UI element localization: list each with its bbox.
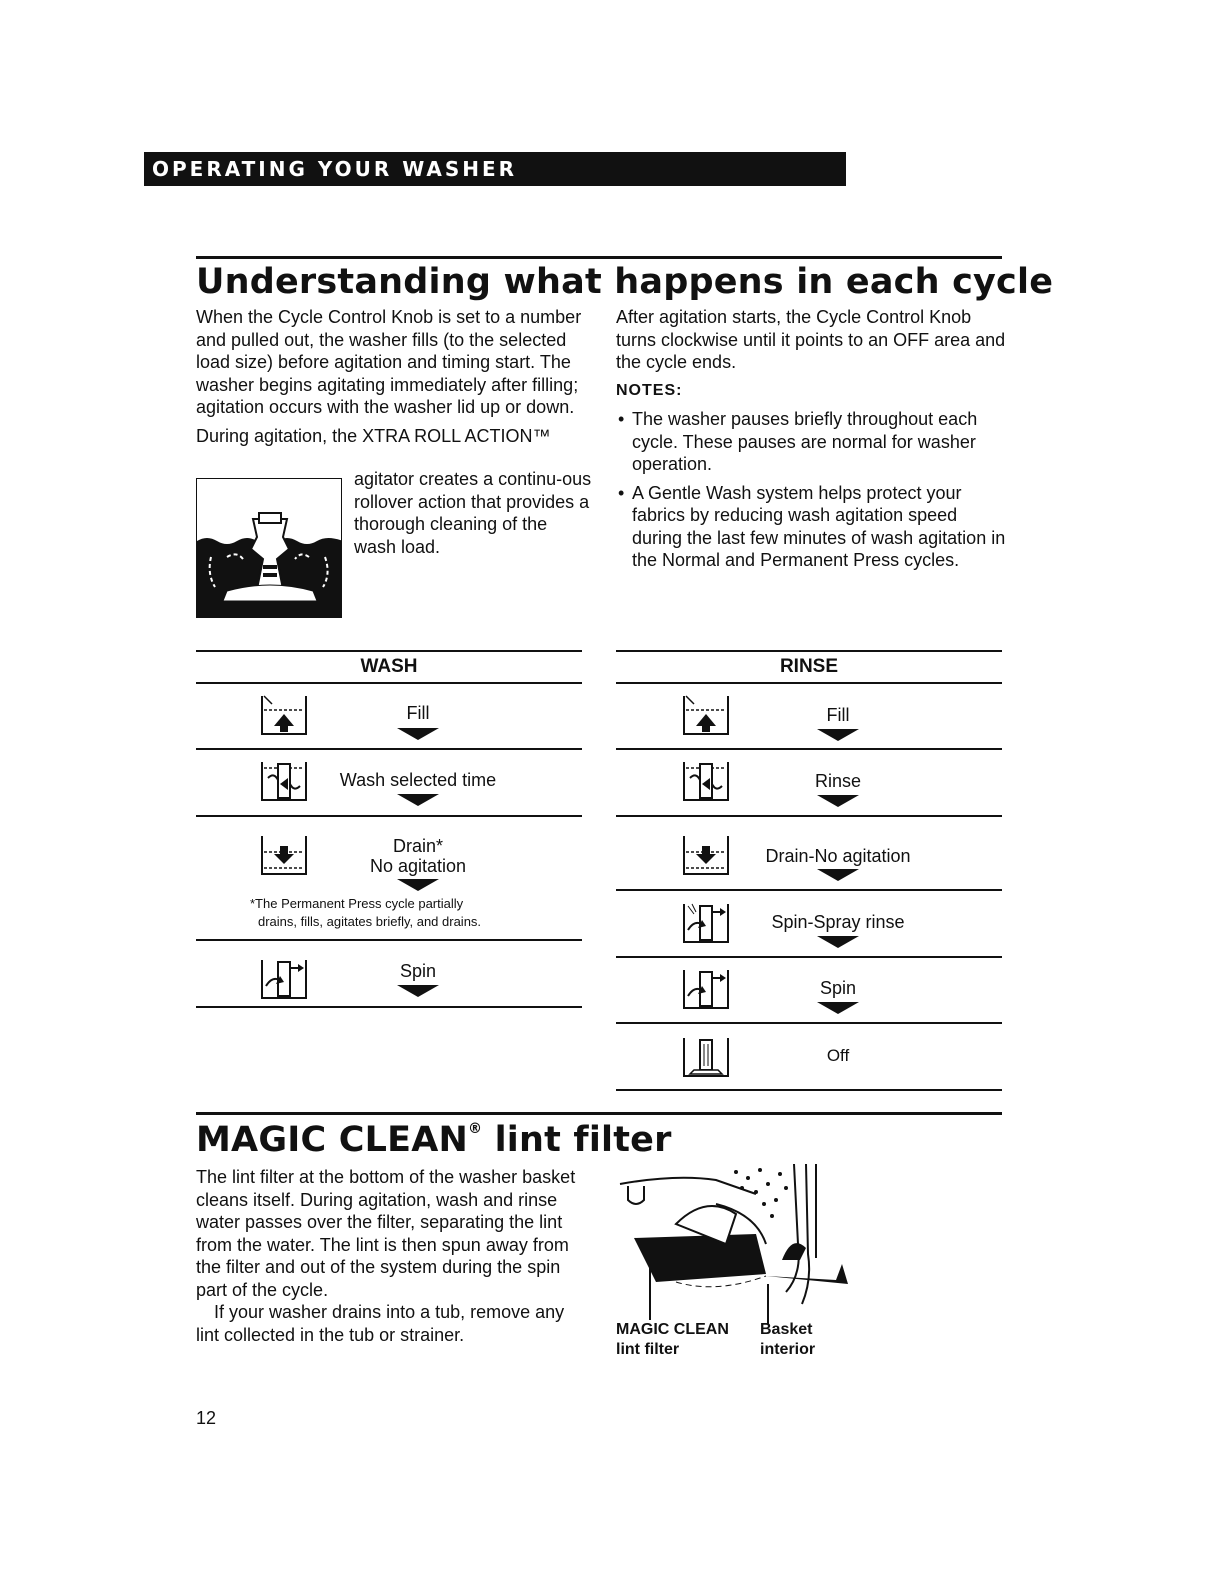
rinse-step-rinse-label: Rinse <box>814 771 862 791</box>
fill-icon <box>680 692 732 738</box>
basket-interior-callout-line: interior <box>760 1341 816 1358</box>
down-arrow-icon <box>817 729 859 741</box>
section-banner: OPERATING YOUR WASHER <box>144 152 846 186</box>
rinse-table-top-rule <box>616 650 1002 652</box>
spin-spray-icon <box>680 900 732 946</box>
down-arrow-icon <box>397 985 439 997</box>
rinse-step-fill-label: Fill <box>826 705 850 725</box>
lint-filter-title <box>196 1120 672 1160</box>
intro-left-column <box>196 306 592 453</box>
rinse-table-bottom-rule <box>616 1089 1002 1091</box>
wash-step-fill-label: Fill <box>406 703 430 723</box>
agitate-icon <box>680 758 732 804</box>
agitator-illustration <box>196 478 342 618</box>
wash-row-rule <box>196 815 582 817</box>
intro-right-column <box>616 306 1008 578</box>
rinse-row-rule <box>616 1022 1002 1024</box>
registered-mark: ® <box>468 1121 483 1137</box>
lint-filter-title-brand: MAGIC CLEAN <box>196 1120 469 1160</box>
footnote-line: drains, fills, agitates briefly, and drains. <box>258 914 482 929</box>
agitation-paragraph-rest: agitator creates a continu-ous rollover action that provides a thorough cleaning of the wash load. <box>354 469 592 557</box>
rinse-table-head-rule <box>616 682 1002 684</box>
agitate-icon <box>258 758 310 804</box>
permanent-press-footnote <box>250 895 570 931</box>
wash-row-rule <box>196 748 582 750</box>
fill-icon <box>258 692 310 738</box>
rinse-step-drain-label: Drain-No agitation <box>765 846 911 866</box>
rinse-row-rule <box>616 815 1002 817</box>
wash-table-bottom-rule <box>196 1006 582 1008</box>
drain-icon <box>258 832 310 878</box>
wash-table-heading: WASH <box>360 656 418 677</box>
note-item: • The washer pauses briefly throughout each cycle. These pauses are normal for washer operation. <box>618 409 978 474</box>
rinse-step-spin-label: Spin <box>819 978 857 998</box>
wash-table-top-rule <box>196 650 582 652</box>
lint-tub-paragraph: If your washer drains into a tub, remove any lint collected in the tub or strainer. <box>196 1302 565 1345</box>
drain-icon <box>680 832 732 878</box>
wash-step-drain-sublabel: No agitation <box>369 856 467 876</box>
down-arrow-icon <box>397 794 439 806</box>
rinse-step-off-label: Off <box>826 1046 850 1065</box>
page-title: Understanding what happens in each cycle <box>196 262 1054 302</box>
notes-heading: NOTES: <box>616 381 683 399</box>
down-arrow-icon <box>397 879 439 891</box>
cycle-end-paragraph: After agitation starts, the Cycle Control Knob turns clockwise until it points to an OFF area and the cycle ends. <box>616 307 1006 372</box>
lint-filter-callout <box>616 1320 729 1360</box>
lint-filter-text <box>196 1166 588 1352</box>
rinse-row-rule <box>616 956 1002 958</box>
footnote-line: *The Permanent Press cycle partially <box>250 896 464 911</box>
basket-interior-callout-line: Basket <box>760 1321 813 1338</box>
down-arrow-icon <box>397 728 439 740</box>
lint-filter-callout-line: lint filter <box>616 1341 680 1358</box>
wash-table-head-rule <box>196 682 582 684</box>
rinse-row-rule <box>616 889 1002 891</box>
down-arrow-icon <box>817 936 859 948</box>
off-icon <box>680 1034 732 1080</box>
lint-filter-title-rest: lint filter <box>482 1120 672 1160</box>
note-text: A Gentle Wash system helps protect your fabrics by reducing wash agitation speed during the last few minutes of wash agitation in the Normal and Permanent Press cycles. <box>632 482 1006 570</box>
note-text: The washer pauses briefly throughout each cycle. These pauses are normal for washer operation. <box>632 409 978 474</box>
rinse-table-heading: RINSE <box>779 656 839 677</box>
down-arrow-icon <box>817 1002 859 1014</box>
agitation-paragraph-start: During agitation, the XTRA ROLL ACTION™ <box>196 425 551 446</box>
title-rule <box>196 256 1002 259</box>
rinse-step-spin-spray-label: Spin-Spray rinse <box>771 912 905 932</box>
lint-filter-illustration <box>616 1164 852 1324</box>
rinse-row-rule <box>616 748 1002 750</box>
lint-filter-paragraph: The lint filter at the bottom of the washer basket cleans itself. During agitation, wash and rinse water passes over the filter, separating the lint from the water. The lint is then spun away from the filter and out of the system during the spin part of the cycle. <box>196 1167 576 1300</box>
down-arrow-icon <box>817 795 859 807</box>
spin-icon <box>680 966 732 1012</box>
wash-step-wash-label: Wash selected time <box>339 770 497 790</box>
wash-step-spin-label: Spin <box>399 961 437 981</box>
lint-filter-title-rule <box>196 1112 1002 1115</box>
lint-filter-callout-line: MAGIC CLEAN <box>616 1321 729 1338</box>
page-number: 12 <box>196 1408 217 1428</box>
down-arrow-icon <box>817 869 859 881</box>
intro-paragraph: When the Cycle Control Knob is set to a number and pulled out, the washer fills (to the selected load size) before agitation and timing start. The washer begins agitating immediately after filling; agitation occurs with the washer lid up or down. <box>196 307 582 417</box>
wash-row-rule <box>196 939 582 941</box>
note-item: • A Gentle Wash system helps protect your fabrics by reducing wash agitation speed during the last few minutes of wash agitation in the Normal and Permanent Press cycles. <box>618 482 1006 570</box>
basket-interior-callout <box>760 1320 815 1360</box>
wash-step-drain-label: Drain* <box>392 836 444 856</box>
spin-icon <box>258 956 310 1002</box>
